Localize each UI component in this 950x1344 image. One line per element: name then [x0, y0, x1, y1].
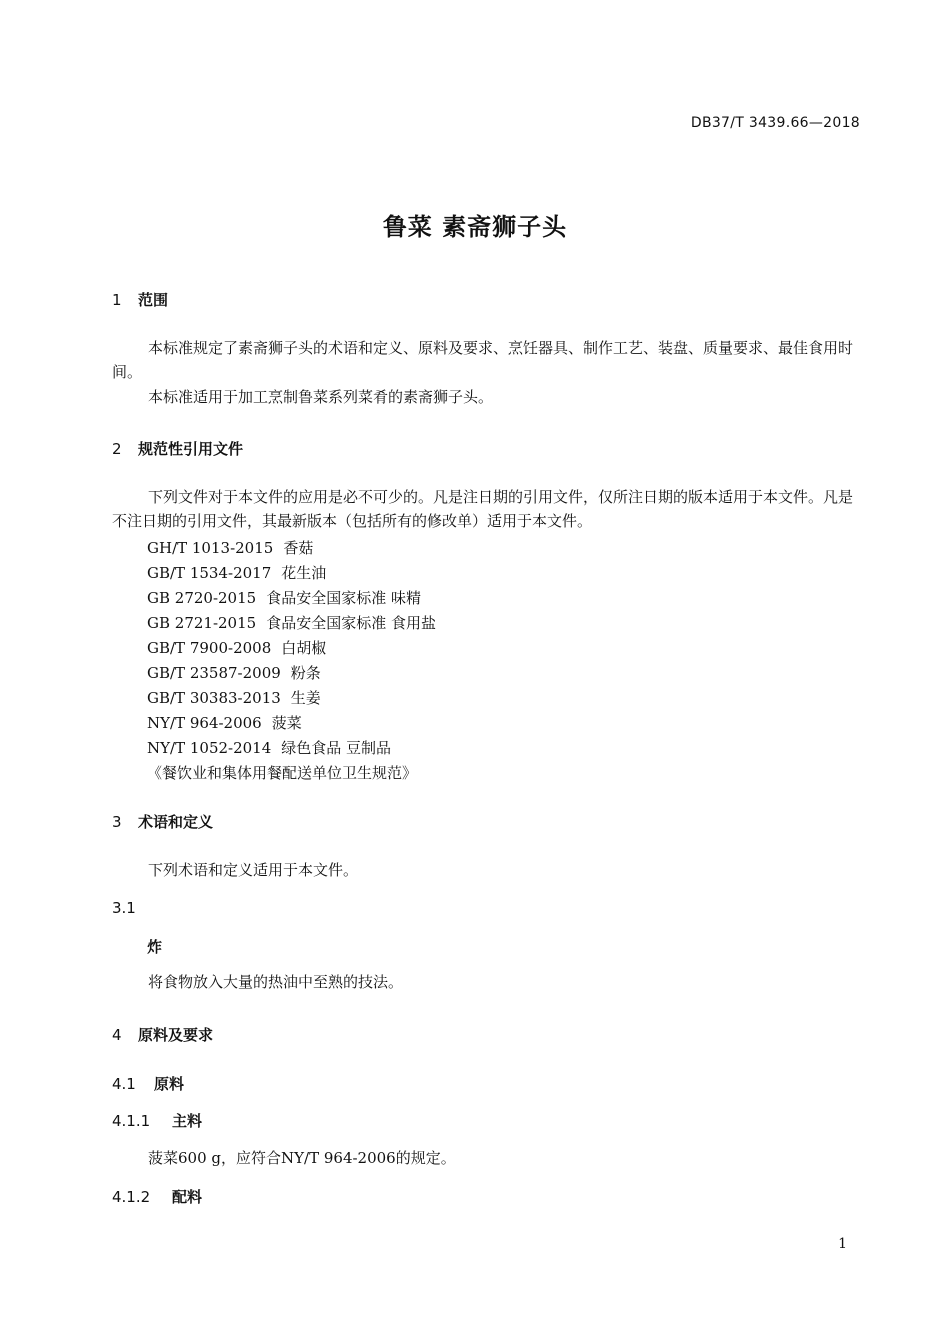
- section-3-heading: [112, 811, 213, 832]
- subsection-4-1-2-heading: [112, 1186, 202, 1207]
- subsection-4-1-heading: [112, 1073, 184, 1094]
- reference-code: GB/T 30383-2013: [147, 689, 281, 707]
- reference-code: NY/T 964-2006: [147, 714, 262, 732]
- term-name: 炸: [147, 938, 163, 956]
- reference-item: [147, 537, 313, 558]
- reference-code: NY/T 1052-2014: [147, 739, 272, 757]
- subsection-3-1-heading: [112, 899, 138, 917]
- subsection-4-1-1-paragraph: 菠菜600 g，应符合NY/T 964-2006的规定。: [148, 1149, 456, 1167]
- page-number: 1: [838, 1236, 847, 1252]
- subsection-title: 原料: [154, 1075, 185, 1093]
- section-title: 规范性引用文件: [138, 440, 244, 458]
- section-1-heading: [112, 289, 168, 310]
- reference-name: 生姜: [290, 689, 321, 707]
- reference-code: GB 2721-2015: [147, 614, 257, 632]
- document-title: 鲁菜 素斋狮子头: [382, 213, 568, 241]
- reference-code: GH/T 1013-2015: [147, 539, 274, 557]
- section-number: 2: [112, 440, 122, 458]
- section-2-paragraph: 下列文件对于本文件的应用是必不可少的。凡是注日期的引用文件，仅所注日期的版本适用于本文件。凡是不注日期的引用文件，其最新版本（包括所有的修改单）适用于本文件。: [112, 488, 854, 530]
- section-4-heading: [112, 1024, 213, 1045]
- section-1-paragraph-2: 本标准适用于加工烹制鲁菜系列菜肴的素斋狮子头。: [148, 388, 494, 406]
- reference-item: [147, 662, 321, 683]
- reference-item-hygiene-code: 《餐饮业和集体用餐配送单位卫生规范》: [147, 764, 418, 782]
- reference-name: 粉条: [290, 664, 321, 682]
- reference-item: [147, 737, 391, 758]
- reference-item: [147, 637, 326, 658]
- reference-item: [147, 687, 321, 708]
- standard-code: DB37/T 3439.66—2018: [690, 115, 860, 131]
- subsection-number: 4.1.1: [112, 1112, 151, 1130]
- subsection-number: 4.1: [112, 1075, 136, 1093]
- section-number: 3: [112, 813, 122, 831]
- term-definition: 将食物放入大量的热油中至熟的技法。: [148, 973, 404, 991]
- section-title: 范围: [138, 291, 169, 309]
- reference-name: 菠菜: [271, 714, 302, 732]
- reference-name: 花生油: [281, 564, 327, 582]
- reference-name: 白胡椒: [281, 639, 327, 657]
- section-title: 术语和定义: [138, 813, 214, 831]
- subsection-title: 配料: [172, 1188, 203, 1206]
- reference-item: [147, 612, 436, 633]
- reference-name: 香菇: [283, 539, 314, 557]
- reference-name: 绿色食品 豆制品: [281, 739, 392, 757]
- reference-code: GB 2720-2015: [147, 589, 257, 607]
- section-number: 1: [112, 291, 122, 309]
- subsection-number: 3.1: [112, 899, 136, 917]
- reference-code: GB/T 1534-2017: [147, 564, 272, 582]
- subsection-title: 主料: [172, 1112, 203, 1130]
- reference-code: GB/T 7900-2008: [147, 639, 272, 657]
- subsection-4-1-1-heading: [112, 1110, 202, 1131]
- section-3-paragraph: 下列术语和定义适用于本文件。: [148, 861, 359, 879]
- reference-item: [147, 712, 302, 733]
- subsection-number: 4.1.2: [112, 1188, 151, 1206]
- reference-item: [147, 587, 421, 608]
- reference-code: GB/T 23587-2009: [147, 664, 281, 682]
- reference-item: [147, 562, 326, 583]
- reference-name: 食品安全国家标准 食用盐: [266, 614, 436, 632]
- reference-name: 食品安全国家标准 味精: [266, 589, 421, 607]
- section-1-paragraph-1: 本标准规定了素斋狮子头的术语和定义、原料及要求、烹饪器具、制作工艺、装盘、质量要求、最佳食用时间。: [112, 339, 854, 381]
- section-title: 原料及要求: [138, 1026, 214, 1044]
- section-number: 4: [112, 1026, 122, 1044]
- section-2-heading: [112, 438, 243, 459]
